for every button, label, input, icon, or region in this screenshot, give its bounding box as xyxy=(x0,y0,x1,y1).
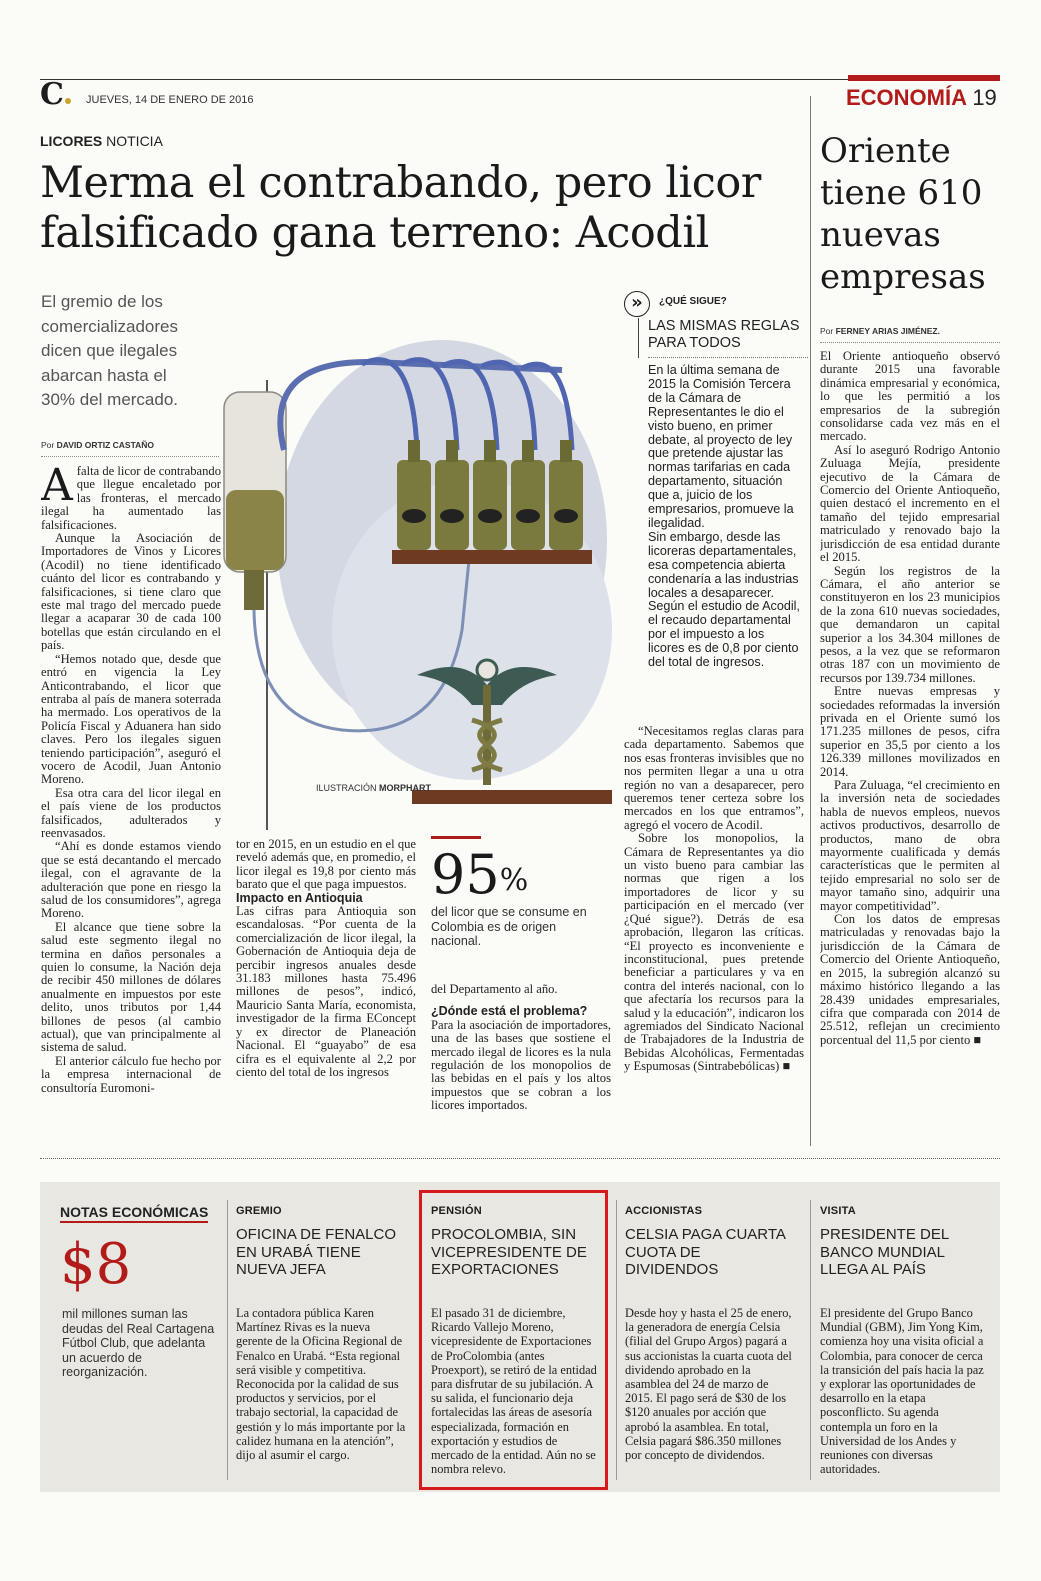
sidebar-title xyxy=(648,318,808,352)
side-paragraph: Según los registros de la Cámara, el año anterior se constituyeron en los 23 municipios de la zona 610 nuevas sociedades, que demandaron un capital superior a los 34.304 millones de pesos, a la vez que se reformaron otras 187 con un movimiento de recursos por 139.734 millones. xyxy=(820,563,1000,685)
sidebar-paragraph: Según el estudio de Acodil, el recaudo departamental por el impuesto a los licores es de 0,8 por ciento del total de ingresos. xyxy=(648,599,800,670)
sidebar-title-line: LAS MISMAS REGLAS xyxy=(648,318,800,334)
side-paragraph: El Oriente antioqueño observó durante 2015 una favorable dinámica empresarial y económica, lo que les permitió a los empresarios de la subregión consolidarse cada vez más en el mercado. xyxy=(820,350,1000,444)
illustration xyxy=(222,300,622,830)
side-paragraph: Para Zuluaga, “el crecimiento en la inversión neta de sociedades habla de nuevos empleos, nuevos activos productivos, desarrollo de productos, mano de obra mayormente cualificada y demás características que le permiten al tejido empresarial no solo ser de mayor tamaño sino, adquirir una mayor competitividad”. xyxy=(820,778,1000,913)
article-paragraph: “Hemos notado que, desde que entró en vigencia la Ley Anticontrabando, el licor que entraba al país de manera soterrada ha mermado. Los operativos de la Policía Fiscal y Aduanera han sido claves. Pero los ilegales siguen teniendo participación”, aseguró el vocero de Acodil, Juan Antonio Moreno. xyxy=(41,651,221,787)
article-paragraph: Esa otra cara del licor ilegal en el país viene de los productos falsificados, adulterados y reenvasados. xyxy=(41,785,221,840)
article-column-4 xyxy=(624,725,804,1145)
article-paragraph: Para la asociación de importadores, una de las bases que sostiene el mercado ilegal de licores es la nula regulación de los monopolios de las bebidas en el país y los altos impuestos que se cobran a los licores importados. xyxy=(431,1017,611,1113)
sidebar-vertical-rule xyxy=(638,318,639,358)
note-kicker: VISITA xyxy=(820,1205,856,1217)
notes-big-number: $8 xyxy=(60,1232,132,1297)
note-title: PROCOLOMBIA, SIN VICEPRESIDENTE DE EXPORTACIONES xyxy=(431,1226,587,1278)
note-item xyxy=(236,1205,406,1506)
bottle-shelf xyxy=(392,550,592,564)
side-headline-line: empresas xyxy=(820,257,986,297)
article-paragraph: “Necesitamos reglas claras para cada departamento. Sabemos que nos esas fronteras invisibles que no nos permiten llegar a una u otra región no van a desaparecer, pero queremos tener certeza sobre los mercados en los que entramos”, agregó el vocero de Acodil. xyxy=(624,725,804,832)
side-headline-line: Oriente xyxy=(820,131,951,171)
sidebar-kicker: ¿QUÉ SIGUE? xyxy=(659,296,727,307)
notes-divider xyxy=(810,1200,811,1480)
article-kicker xyxy=(40,133,163,149)
sidebar-paragraph: En la última semana de 2015 la Comisión Tercera de la Cámara de Representantes le dio el visto bueno, en primer debate, al proyecto de ley que pretende ajustar las normas tarifarias en cada departamento, situación que a, juicio de los empresarios, promueve la ilegalidad. xyxy=(648,364,794,530)
side-article-body xyxy=(820,350,1000,1145)
subhead-problema: ¿Dónde está el problema? xyxy=(431,1004,588,1019)
note-title: OFICINA DE FENALCO EN URABÁ TIENE NUEVA JEFA xyxy=(236,1226,397,1278)
notes-section-title: NOTAS ECONÓMICAS xyxy=(60,1204,208,1223)
notes-divider xyxy=(227,1200,228,1480)
stat-number: 95 xyxy=(431,843,500,906)
deck-line: dicen que ilegales xyxy=(41,341,178,360)
stat-box xyxy=(431,845,611,949)
illustration-svg xyxy=(222,300,622,830)
stat-unit: % xyxy=(499,863,529,898)
page-title xyxy=(40,158,800,258)
side-headline-line: nuevas xyxy=(820,215,941,255)
note-body: La contadora pública Karen Martínez Rivas es la nueva gerente de la Oficina Regional de Fenalco en Urabá. “Esta regional será visible y competitiva. Reconocida por la calidad de sus productos y servicios, por el trabajo sectorial, la capacidad de gestión y lo más importante por la calidez humana en la atención”, dijo al asumir el cargo. xyxy=(236,1306,406,1463)
sidebar-body xyxy=(648,364,800,714)
kicker-bold: LICORES xyxy=(40,133,103,149)
article-first-paragraph xyxy=(41,465,221,532)
byline-prefix: Por xyxy=(41,440,55,450)
sidebar-paragraph: Sin embargo, desde las licoreras departamentales, esa competencia abierta condenaría a las industrias locales a desaparecer. xyxy=(648,529,799,600)
article-paragraph: “Ahí es donde estamos viendo que se está decantando el mercado ilegal, con el agravante de la adulteración que pone en riesgo la salud de los consumidores”, agrega Moreno. xyxy=(41,839,221,921)
article-paragraph: Sobre los monopolios, la Cámara de Representantes ya dio un visto bueno para cambiar las normas que rigen a los importadores de licor y su participación en el mercado (ver ¿Qué sigue?). Detrás de esa aprobación, llegaron las críticas. “El proyecto es inconveniente e inconstitucional, pues pretende beneficiar a particulares y va en contra del interés nacional, con lo que afectaría los recursos para la salud y la educación”, indicaron los agremiados del Sindicato Nacional de Trabajadores de la Industria de Bebidas Alcohólicas, Fermentadas y Espumosas (Sintrabebólicas) ■ xyxy=(624,831,804,1074)
stat-top-rule xyxy=(431,836,481,839)
headline-line-1: Merma el contrabando, pero licor xyxy=(40,158,761,208)
issue-date: JUEVES, 14 DE ENERO DE 2016 xyxy=(86,94,254,106)
deck-line: El gremio de los xyxy=(41,292,163,311)
logo-dot-icon xyxy=(65,98,71,104)
note-body: El presidente del Grupo Banco Mundial (GBM), Jim Yong Kim, comienza hoy una visita oficial a Colombia, para conocer de cerca la transición del país hacia la paz y explorar las oportunidades de desarrollo en la etapa posconflicto. Su agenda contempla un foro en la Universidad de los Andes y reuniones con diversas autoridades. xyxy=(820,1306,984,1477)
note-item xyxy=(625,1205,795,1506)
note-body: Desde hoy y hasta el 25 de enero, la generadora de energía Celsia (filial del Grupo Argos) pagará a sus accionistas la cuarta cuota del dividendo aprobado en la asamblea del 24 de marzo de 2015. El pago será de $30 de los $120 anuales por acción que aprobó la asamblea. En total, Celsia pagará $86.350 millones por concepto de dividendos. xyxy=(625,1306,792,1463)
credit-name: MORPHART xyxy=(379,783,432,793)
article-paragraph: El alcance que tiene sobre la salud este segmento ilegal no termina en daños personales a quien lo consume, la Nación deja de recibir 450 millones de dólares anualmente en impuestos por este delito, unos tributos por 1,44 billones de pesos (al cambio actual), que van principalmente al sistema de salud. xyxy=(41,919,221,1055)
column-divider xyxy=(810,96,811,1146)
article-paragraph: Las cifras para Antioquia son escandalosas. “Por cuenta de la comercialización de licor ilegal, la Gobernación de Antioquia deja de percibir ingresos anuales desde 31.183 millones hasta 75.496 millones de pesos”, indicó, Mauricio Santa María, economista, investigador de la firma EConcept y ex director de Planeación Nacional. El “guayabo” de esa cifra es el equivalente al 2,2 por ciento del total de los ingresos xyxy=(236,904,416,1079)
article-paragraph: tor en 2015, en un estudio en el que reveló además que, en promedio, el licor ilegal es 19,8 por ciento más barato que el que paga impuestos. xyxy=(236,838,416,892)
deck-line: 30% del mercado. xyxy=(41,390,179,409)
note-body: El pasado 31 de diciembre, Ricardo Vallejo Moreno, vicepresidente de Exportaciones de ProColombia (antes Proexport), se retiró de la entidad para disfrutar de su jubilación. A su salida, el funcionario deja fortalecidas las áreas de asesoría especializada, formación en exportación y estudios de mercado de la entidad. Aún no se nombra relevo. xyxy=(431,1306,597,1477)
side-paragraph: Con los datos de empresas matriculadas y renovadas bajo la jurisdicción de la Cámara de Comercio del Oriente Antioqueño, en 2015, la subregión alcanzó su máximo histórico llegando a las 28.439 unidades empresariales, cifra que comparada con 2014 de 25.512, reflejan un crecimiento porcentual del 11,5 por ciento ■ xyxy=(820,912,1000,1047)
note-title: CELSIA PAGA CUARTA CUOTA DE DIVIDENDOS xyxy=(625,1226,786,1278)
deck-line: comercializadores xyxy=(41,316,178,336)
sidebar-title-rule xyxy=(648,357,808,358)
illustration-credit xyxy=(316,783,431,793)
side-byline-prefix: Por xyxy=(820,326,834,336)
section-label xyxy=(846,86,997,110)
article-column-1 xyxy=(41,465,221,1145)
article-paragraph: Aunque la Asociación de Importadores de Vinos y Licores (Acodil) no tiene identificado cuánto del licor es contrabando y falsificaciones, si tiene claro que este mal trago del mercado puede llegar a acaparar 30 de cada 100 botellas que están circulando en el país. xyxy=(41,531,221,653)
article-column-2 xyxy=(236,838,416,1143)
byline xyxy=(41,440,154,450)
dropcap: A xyxy=(41,465,73,511)
side-byline xyxy=(820,326,940,336)
note-kicker: ACCIONISTAS xyxy=(625,1205,703,1217)
caduceus-base xyxy=(412,790,612,804)
side-paragraph: Entre nuevas empresas y sociedades reformadas la inversión privada en el Oriente sumó los 171.235 millones de pesos, cifra superior en 35,5 por ciento a los 126.339 millones movilizados en 2014. xyxy=(820,684,1000,779)
article-paragraph: del Departamento al año. xyxy=(431,983,558,996)
iv-bag-liquid xyxy=(226,490,284,570)
credit-prefix: ILUSTRACIÓN xyxy=(316,783,377,793)
notes-top-rule xyxy=(40,1158,1000,1159)
subhead-impacto: Impacto en Antioquia xyxy=(236,890,363,905)
section-name: ECONOMÍA xyxy=(846,85,967,110)
byline-rule xyxy=(41,456,219,457)
note-kicker: GREMIO xyxy=(236,1205,282,1217)
note-kicker: PENSIÓN xyxy=(431,1205,482,1217)
first-paragraph-text: falta de licor de contrabando que llegue encaletado por las fronteras, el mercado ilegal ha aumentado las falsificaciones. xyxy=(41,465,221,532)
note-item xyxy=(431,1205,601,1506)
page-number: 19 xyxy=(972,85,997,110)
side-headline-line: tiene 610 xyxy=(820,173,983,213)
deck-line: abarcan hasta el xyxy=(41,365,167,385)
notes-divider xyxy=(616,1200,617,1480)
article-paragraph: El anterior cálculo fue hecho por la empresa internacional de consultoría Euromoni- xyxy=(41,1053,221,1095)
side-byline-rule xyxy=(820,342,1000,343)
stat-caption: del licor que se consume en Colombia es de origen nacional. xyxy=(431,905,587,948)
article-column-3 xyxy=(431,983,611,1143)
sidebar-title-line: PARA TODOS xyxy=(648,335,741,351)
article-deck xyxy=(41,290,231,413)
side-paragraph: Así lo aseguró Rodrigo Antonio Zuluaga Mejía, presidente ejecutivo de la Cámara de Comercio del Oriente Antioqueño, quien destacó el incremento en el tamaño del tejido empresarial matriculado y renovado bajo la jurisdicción de esa entidad durante el 2015. xyxy=(820,442,1000,565)
kicker-rest: NOTICIA xyxy=(106,133,163,149)
note-title: PRESIDENTE DEL BANCO MUNDIAL LLEGA AL PAÍS xyxy=(820,1226,949,1278)
byline-name: DAVID ORTIZ CASTAÑO xyxy=(56,440,155,450)
sidebar-icon xyxy=(624,291,650,317)
chevron-right-icon: » xyxy=(631,292,643,313)
headline-line-2: falsificado gana terreno: Acodil xyxy=(40,208,709,258)
logo-letter: C xyxy=(40,77,64,112)
note-item xyxy=(820,1205,990,1506)
side-byline-name: FERNEY ARIAS JIMÉNEZ. xyxy=(835,326,940,336)
notes-big-caption: mil millones suman las deudas del Real Cartagena Fútbol Club, que adelanta un acuerdo de reorganización. xyxy=(62,1307,215,1379)
section-color-bar xyxy=(848,75,1000,81)
stat-figure xyxy=(431,845,611,905)
side-article-headline xyxy=(820,130,1000,298)
newspaper-logo xyxy=(40,77,71,112)
